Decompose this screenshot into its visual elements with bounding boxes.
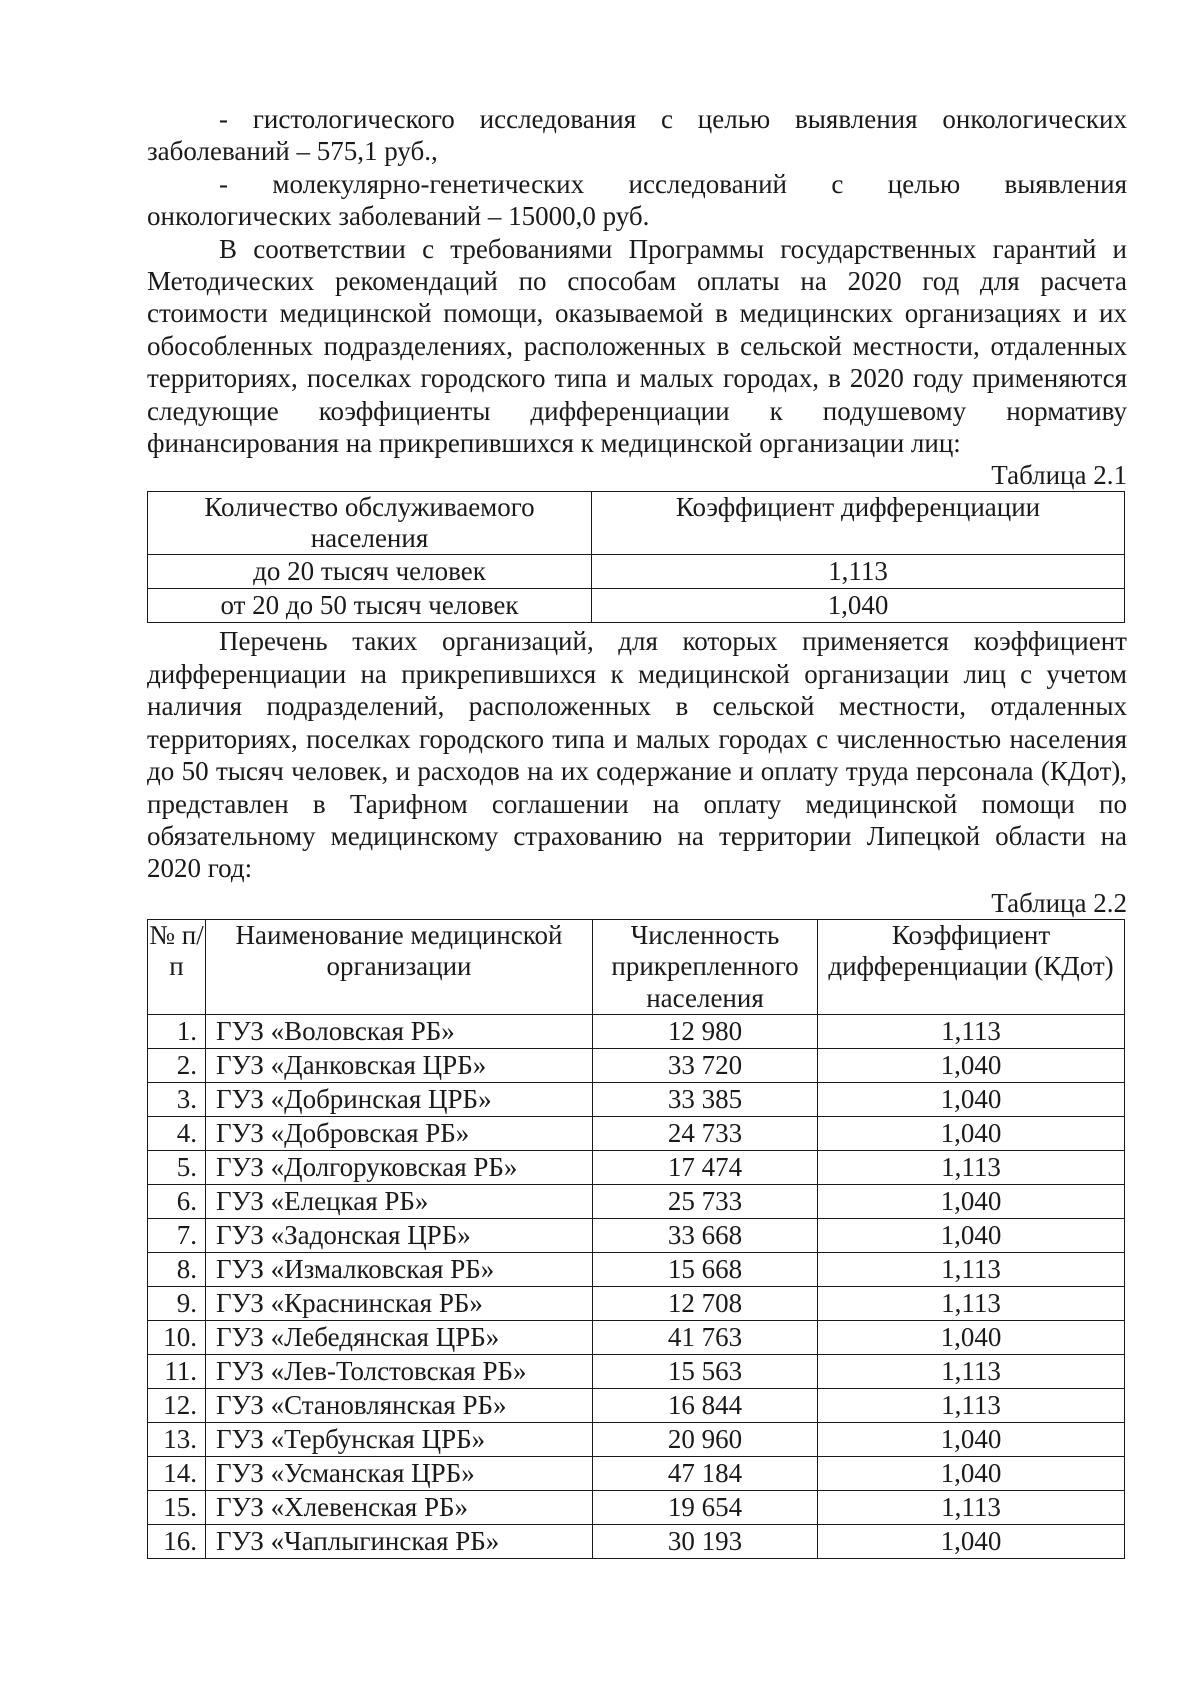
table-row — [148, 1287, 1125, 1321]
document-page — [147, 103, 1127, 1559]
cell-organization-name: ГУЗ «Краснинская РБ» — [206, 1287, 593, 1321]
table-row — [148, 555, 1125, 589]
cell-kdot: 1,113 — [818, 1015, 1125, 1049]
cell-population: 12 708 — [593, 1287, 818, 1321]
table-row — [148, 589, 1125, 623]
cell-kdot: 1,040 — [818, 1321, 1125, 1355]
column-header-number: № п/п — [148, 919, 206, 1015]
cell-kdot: 1,113 — [818, 1287, 1125, 1321]
table-row — [148, 1525, 1125, 1559]
cell-organization-name: ГУЗ «Усманская ЦРБ» — [206, 1457, 593, 1491]
table-header-row — [148, 492, 1125, 555]
cell-kdot: 1,040 — [818, 1117, 1125, 1151]
cell-population: 47 184 — [593, 1457, 818, 1491]
table-2-1-caption: Таблица 2.1 — [991, 460, 1127, 491]
cell-population: 15 668 — [593, 1253, 818, 1287]
cell-row-number: 14. — [148, 1457, 206, 1491]
cell-population: 33 720 — [593, 1049, 818, 1083]
cell-kdot: 1,113 — [818, 1491, 1125, 1525]
cell-kdot: 1,040 — [818, 1083, 1125, 1117]
table-row — [148, 1151, 1125, 1185]
column-header-organization: Наименование медицинской организации — [206, 919, 593, 1015]
table-header-row — [148, 919, 1125, 1015]
cell-organization-name: ГУЗ «Воловская РБ» — [206, 1015, 593, 1049]
cell-kdot: 1,040 — [818, 1525, 1125, 1559]
cell-row-number: 11. — [148, 1355, 206, 1389]
cell-population: 19 654 — [593, 1491, 818, 1525]
cell-organization-name: ГУЗ «Лев-Толстовская РБ» — [206, 1355, 593, 1389]
cell-population: 24 733 — [593, 1117, 818, 1151]
column-header-population: Численность прикрепленного населения — [593, 919, 818, 1015]
cell-kdot: 1,113 — [818, 1253, 1125, 1287]
cell-organization-name: ГУЗ «Елецкая РБ» — [206, 1185, 593, 1219]
cell-kdot: 1,113 — [818, 1355, 1125, 1389]
cell-kdot: 1,113 — [818, 1151, 1125, 1185]
cell-population: 20 960 — [593, 1423, 818, 1457]
cell-population: 30 193 — [593, 1525, 818, 1559]
cell-organization-name: ГУЗ «Данковская ЦРБ» — [206, 1049, 593, 1083]
table-row — [148, 1389, 1125, 1423]
cell-population: 17 474 — [593, 1151, 818, 1185]
cell-kdot: 1,040 — [818, 1457, 1125, 1491]
cell-row-number: 2. — [148, 1049, 206, 1083]
cell-organization-name: ГУЗ «Тербунская ЦРБ» — [206, 1423, 593, 1457]
table-row — [148, 1491, 1125, 1525]
cell-row-number: 5. — [148, 1151, 206, 1185]
cell-coefficient: 1,113 — [592, 555, 1125, 589]
cell-population: до 20 тысяч человек — [148, 555, 592, 589]
cell-organization-name: ГУЗ «Добринская ЦРБ» — [206, 1083, 593, 1117]
paragraph-histology: - гистологического исследования с целью выявления онкологических заболеваний – 575,1 руб., — [147, 104, 1127, 167]
cell-kdot: 1,040 — [818, 1423, 1125, 1457]
column-header-kdot: Коэффициент дифференциации (КДот) — [818, 919, 1125, 1015]
cell-organization-name: ГУЗ «Добровская РБ» — [206, 1117, 593, 1151]
cell-population: 16 844 — [593, 1389, 818, 1423]
table-row — [148, 1219, 1125, 1253]
cell-kdot: 1,040 — [818, 1219, 1125, 1253]
cell-kdot: 1,040 — [818, 1049, 1125, 1083]
cell-population: от 20 до 50 тысяч человек — [148, 589, 592, 623]
table-2-2-caption: Таблица 2.2 — [991, 887, 1127, 918]
cell-row-number: 9. — [148, 1287, 206, 1321]
paragraph-program-requirements: В соответствии с требованиями Программы государственных гарантий и Методических рекомендаций по способам оплаты на 2020 год для расчета стоимости медицинской помощи, оказываемой в медицинских организациях и их обособленных подразделениях, расположенных в сельской местности, отдаленных территориях, поселках городского типа и малых городах, в 2020 году применяются следующие коэффициенты дифференциации к подушевому нормативу финансирования на прикрепившихся к медицинской организации лиц: — [147, 233, 1127, 459]
cell-kdot: 1,040 — [818, 1185, 1125, 1219]
table-row — [148, 1423, 1125, 1457]
cell-organization-name: ГУЗ «Хлевенская РБ» — [206, 1491, 593, 1525]
cell-organization-name: ГУЗ «Задонская ЦРБ» — [206, 1219, 593, 1253]
cell-population: 12 980 — [593, 1015, 818, 1049]
cell-population: 15 563 — [593, 1355, 818, 1389]
cell-population: 25 733 — [593, 1185, 818, 1219]
table-row — [148, 1185, 1125, 1219]
cell-row-number: 3. — [148, 1083, 206, 1117]
table-row — [148, 1253, 1125, 1287]
cell-row-number: 8. — [148, 1253, 206, 1287]
paragraph-molecular: - молекулярно-генетических исследований с целью выявления онкологических заболеваний – 15000,0 руб. — [147, 168, 1127, 232]
cell-population: 33 668 — [593, 1219, 818, 1253]
cell-row-number: 12. — [148, 1389, 206, 1423]
cell-row-number: 1. — [148, 1015, 206, 1049]
cell-row-number: 6. — [148, 1185, 206, 1219]
cell-population: 41 763 — [593, 1321, 818, 1355]
table-row — [148, 1457, 1125, 1491]
cell-kdot: 1,113 — [818, 1389, 1125, 1423]
table-2-2 — [147, 919, 1125, 1560]
table-row — [148, 1355, 1125, 1389]
cell-row-number: 7. — [148, 1219, 206, 1253]
cell-organization-name: ГУЗ «Становлянская РБ» — [206, 1389, 593, 1423]
table-2-1 — [147, 491, 1125, 623]
cell-row-number: 13. — [148, 1423, 206, 1457]
cell-organization-name: ГУЗ «Измалковская РБ» — [206, 1253, 593, 1287]
cell-row-number: 16. — [148, 1525, 206, 1559]
table-row — [148, 1117, 1125, 1151]
table-row — [148, 1015, 1125, 1049]
column-header-coefficient: Коэффициент дифференциации — [592, 492, 1125, 555]
paragraph-organizations-list: Перечень таких организаций, для которых применяется коэффициент дифференциации на прикрепившихся к медицинской организации лиц с учетом наличия подразделений, расположенных в сельской местности, отдаленных территориях, поселках городского типа и малых городах с численностью населения до 50 тысяч человек, и расходов на их содержание и оплату труда персонала (КДот), представлен в Тарифном соглашении на оплату медицинской помощи по обязательному медицинскому страхованию на территории Липецкой области на 2020 год: — [147, 626, 1127, 884]
table-row — [148, 1083, 1125, 1117]
cell-organization-name: ГУЗ «Лебедянская ЦРБ» — [206, 1321, 593, 1355]
table-row — [148, 1049, 1125, 1083]
column-header-population: Количество обслуживаемого населения — [148, 492, 592, 555]
cell-row-number: 15. — [148, 1491, 206, 1525]
cell-row-number: 10. — [148, 1321, 206, 1355]
cell-row-number: 4. — [148, 1117, 206, 1151]
cell-organization-name: ГУЗ «Долгоруковская РБ» — [206, 1151, 593, 1185]
cell-organization-name: ГУЗ «Чаплыгинская РБ» — [206, 1525, 593, 1559]
cell-population: 33 385 — [593, 1083, 818, 1117]
cell-coefficient: 1,040 — [592, 589, 1125, 623]
table-row — [148, 1321, 1125, 1355]
